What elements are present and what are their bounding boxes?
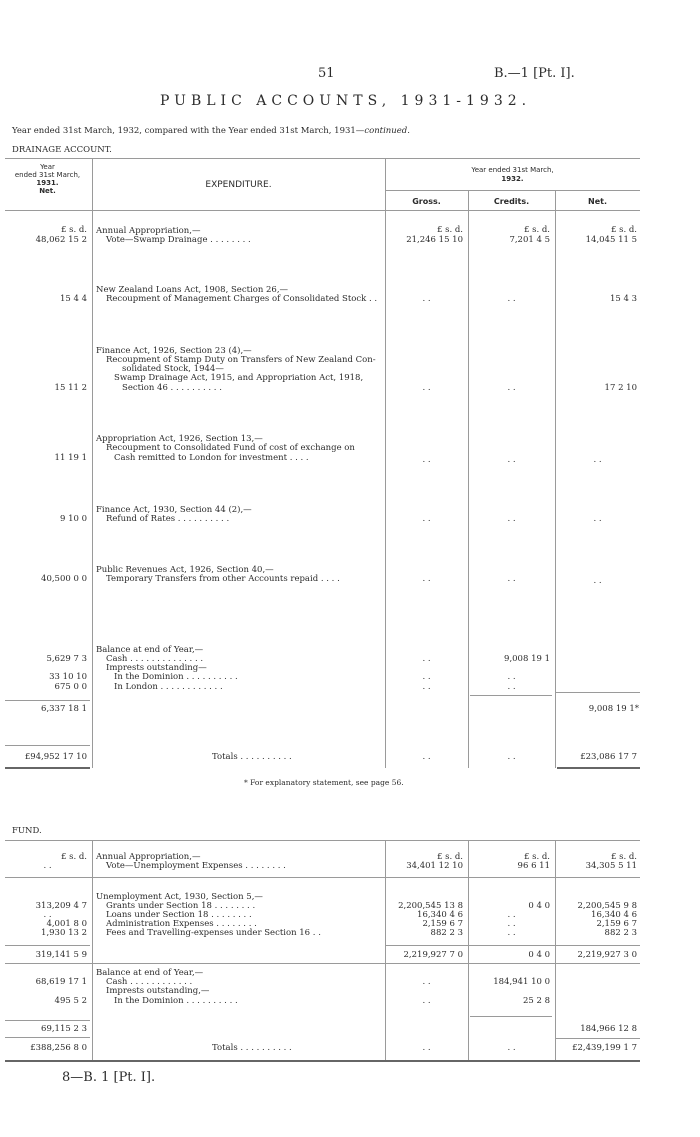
table-cell: Balance at end of Year,— (96, 968, 204, 978)
table-cell: . . (507, 514, 516, 524)
table-cell: . . (507, 455, 516, 465)
table-cell: Cash . . . . . . . . . . . . . . (106, 654, 204, 664)
table-cell: 40,500 0 0 (41, 574, 87, 584)
table-cell: Temporary Transfers from other Accounts repaid . . . . (106, 574, 340, 584)
table-cell: 68,619 17 1 (35, 977, 87, 987)
table-cell: Cash remitted to London for investment . . . . (114, 453, 309, 463)
section-title: FUND. (12, 826, 42, 836)
table-cell: 0 4 0 (528, 901, 550, 911)
table-cell: . . (507, 574, 516, 584)
table-cell: Balance at end of Year,— (96, 645, 204, 655)
totals-cell: £94,952 17 10 (24, 752, 87, 762)
table-cell: 33 10 10 (49, 672, 87, 682)
table-cell: 882 2 3 (604, 928, 637, 938)
totals-cell: £388,256 8 0 (30, 1043, 87, 1053)
table-cell: In London . . . . . . . . . . . . (114, 682, 223, 692)
table-cell: 15 4 4 (59, 294, 87, 304)
table-cell: 882 2 3 (430, 928, 463, 938)
footer-signature: 8—B. 1 [Pt. I]. (62, 1070, 156, 1085)
table-cell: 96 6 11 (517, 861, 550, 871)
totals-cell: . . (422, 752, 431, 762)
table-cell: . . (422, 294, 431, 304)
table-cell: 2,219,927 3 0 (577, 950, 637, 960)
table-cell: solidated Stock, 1944— (122, 364, 224, 374)
table-cell: Recoupment of Management Charges of Consolidated Stock . . (106, 294, 378, 304)
table-cell: Fees and Travelling-expenses under Section 16 . . (106, 928, 321, 938)
table-cell: . . (43, 861, 52, 871)
table-cell: 21,246 15 10 (406, 235, 463, 245)
table-cell: 9,008 19 1* (588, 704, 639, 714)
table-cell: In the Dominion . . . . . . . . . . (114, 672, 238, 682)
units-label: £ s. d. (60, 225, 87, 235)
units-label: £ s. d. (436, 852, 463, 862)
table-cell: 16,340 4 6 (591, 910, 637, 920)
table-cell: Appropriation Act, 1926, Section 13,— (96, 434, 263, 444)
col-header-expenditure: EXPENDITURE. (205, 180, 272, 190)
table-cell: . . (422, 672, 431, 682)
table-cell: 184,941 10 0 (493, 977, 550, 987)
table-cell: 11 19 1 (54, 453, 87, 463)
table-cell: Administration Expenses . . . . . . . . (106, 919, 257, 929)
table-cell: 34,401 12 10 (406, 861, 463, 871)
table-cell: Recoupment to Consolidated Fund of cost of exchange on (106, 443, 355, 453)
table-cell: 15 4 3 (609, 294, 637, 304)
table-cell: Recoupment of Stamp Duty on Transfers of New Zealand Con- (106, 355, 376, 365)
units-label: £ s. d. (610, 852, 637, 862)
table-cell: . . (593, 514, 602, 524)
page-subtitle: Year ended 31st March, 1932, compared with the Year ended 31st March, 1931—continued. (12, 126, 410, 136)
table-cell: Finance Act, 1930, Section 44 (2),— (96, 505, 252, 515)
table-cell: 16,340 4 6 (417, 910, 463, 920)
table-cell: 48,062 15 2 (35, 235, 87, 245)
table-cell: . . (422, 574, 431, 584)
table-cell: 7,201 4 5 (509, 235, 550, 245)
table-cell: 184,966 12 8 (580, 1024, 637, 1034)
table-cell: 2,200,545 9 8 (577, 901, 637, 911)
table-cell: 2,159 6 7 (422, 919, 463, 929)
table-cell: . . (593, 576, 602, 586)
col-header-credits: Credits. (493, 197, 530, 206)
table-cell: 9 10 0 (59, 514, 87, 524)
totals-cell: . . (507, 1043, 516, 1053)
totals-label: Totals . . . . . . . . . . (212, 1043, 292, 1053)
table-cell: . . (422, 455, 431, 465)
table-cell: . . (593, 455, 602, 465)
table-cell: 25 2 8 (522, 996, 550, 1006)
table-cell: 5,629 7 3 (46, 654, 87, 664)
table-cell: 2,219,927 7 0 (403, 950, 463, 960)
table-cell: Grants under Section 18 . . . . . . . . (106, 901, 256, 911)
table-cell: Loans under Section 18 . . . . . . . . (106, 910, 252, 920)
totals-label: Totals . . . . . . . . . . (212, 752, 292, 762)
table-cell: . . (507, 928, 516, 938)
table-cell: . . (422, 996, 431, 1006)
table-cell: 15 11 2 (54, 383, 87, 393)
table-cell: Imprests outstanding,— (106, 986, 210, 996)
page-number: 51 (318, 66, 335, 81)
units-label: £ s. d. (523, 852, 550, 862)
table-cell: . . (422, 383, 431, 393)
table-cell: Vote—Unemployment Expenses . . . . . . . . (106, 861, 286, 871)
table-cell: Vote—Swamp Drainage . . . . . . . . (106, 235, 251, 245)
table-cell: 2,200,545 13 8 (398, 901, 463, 911)
table-cell: In the Dominion . . . . . . . . . . (114, 996, 238, 1006)
table-cell: . . (507, 910, 516, 920)
table-cell: Refund of Rates . . . . . . . . . . (106, 514, 230, 524)
table-cell: Imprests outstanding— (106, 663, 207, 673)
table-cell: 6,337 18 1 (41, 704, 87, 714)
table-cell: 0 4 0 (528, 950, 550, 960)
table-cell: . . (507, 682, 516, 692)
table-cell: New Zealand Loans Act, 1908, Section 26,— (96, 285, 289, 295)
units-label: £ s. d. (60, 852, 87, 862)
table-cell: . . (507, 383, 516, 393)
table-cell: Annual Appropriation,— (96, 852, 201, 862)
table-cell: 9,008 19 1 (504, 654, 550, 664)
table-cell: . . (507, 919, 516, 929)
table-cell: 1,930 13 2 (41, 928, 87, 938)
table-cell: . . (507, 672, 516, 682)
table-cell: Swamp Drainage Act, 1915, and Appropriation Act, 1918, (114, 373, 364, 383)
table-cell: 4,001 8 0 (46, 919, 87, 929)
document-reference: B.—1 [Pt. I]. (494, 66, 575, 81)
units-label: £ s. d. (610, 225, 637, 235)
col-header-gross: Gross. (412, 197, 441, 206)
table-cell: 69,115 2 3 (41, 1024, 87, 1034)
totals-cell: . . (507, 752, 516, 762)
page-title: PUBLIC ACCOUNTS, 1931-1932. (160, 93, 532, 109)
col-header-group-1932: Year ended 31st March, 1932. (471, 166, 554, 183)
totals-cell: £2,439,199 1 7 (572, 1043, 637, 1053)
table-cell: . . (422, 682, 431, 692)
units-label: £ s. d. (523, 225, 550, 235)
col-header-prev-year: Year ended 31st March, 1931. Net. (14, 163, 81, 195)
table-cell: 17 2 10 (604, 383, 637, 393)
table-cell: 313,209 4 7 (35, 901, 87, 911)
table-cell: . . (422, 514, 431, 524)
account-name: DRAINAGE ACCOUNT. (12, 145, 112, 155)
footnote: * For explanatory statement, see page 56. (244, 778, 404, 787)
table-cell: Annual Appropriation,— (96, 226, 201, 236)
table-cell: Unemployment Act, 1930, Section 5,— (96, 892, 263, 902)
table-cell: 495 5 2 (54, 996, 87, 1006)
totals-cell: £23,086 17 7 (580, 752, 637, 762)
table-cell: 319,141 5 9 (35, 950, 87, 960)
table-cell: . . (422, 977, 431, 987)
units-label: £ s. d. (436, 225, 463, 235)
table-cell: Finance Act, 1926, Section 23 (4),— (96, 346, 252, 356)
totals-cell: . . (422, 1043, 431, 1053)
table-cell: . . (422, 654, 431, 664)
table-cell: 34,305 5 11 (585, 861, 637, 871)
table-cell: Public Revenues Act, 1926, Section 40,— (96, 565, 274, 575)
table-cell: Cash . . . . . . . . . . . . (106, 977, 193, 987)
table-cell: 2,159 6 7 (596, 919, 637, 929)
col-header-net: Net. (588, 197, 607, 206)
table-cell: . . (507, 294, 516, 304)
table-cell: . . (43, 910, 52, 920)
table-cell: Section 46 . . . . . . . . . . (122, 383, 222, 393)
table-cell: 675 0 0 (54, 682, 87, 692)
table-cell: 14,045 11 5 (585, 235, 637, 245)
